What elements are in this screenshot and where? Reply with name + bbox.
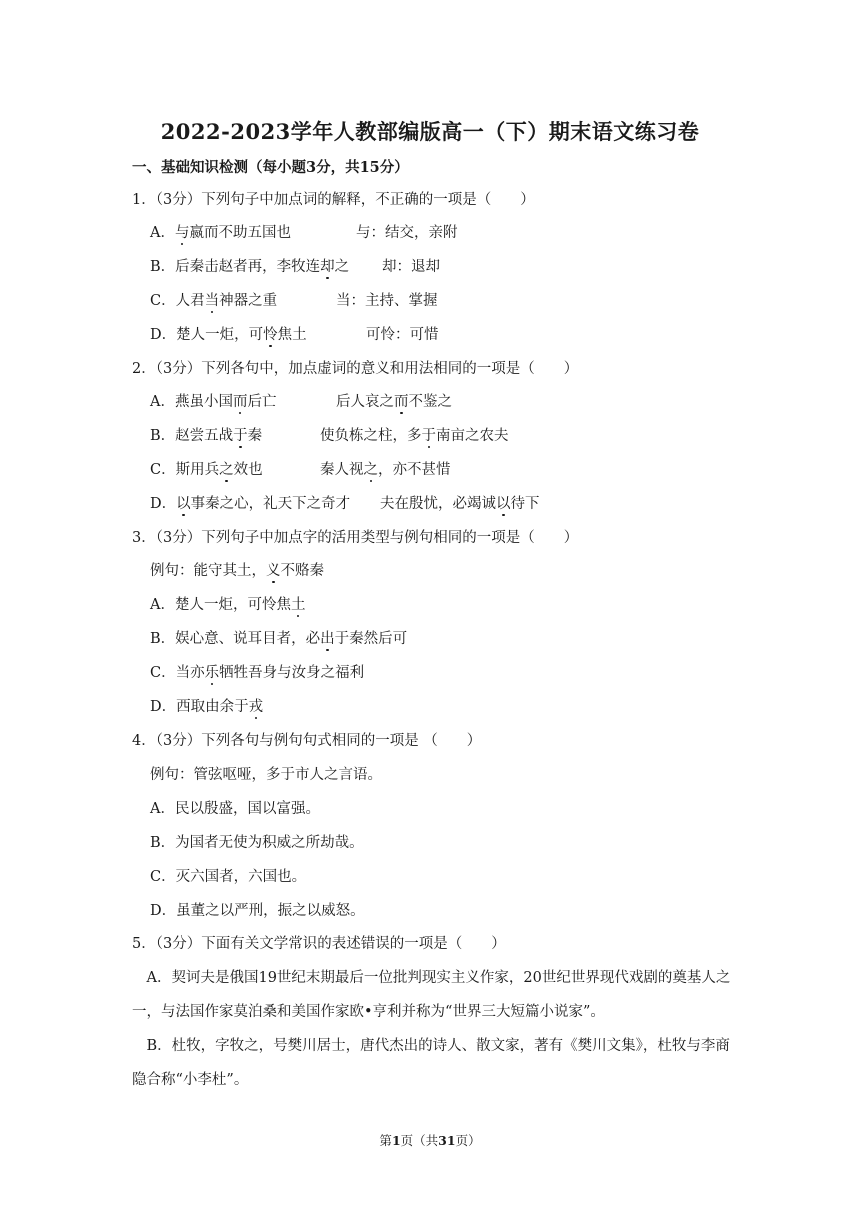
- question-4-stem: 4．（3分）下列各句与例句句式相同的一项是 （ ）: [132, 733, 482, 749]
- question-3-option-d: D．西取由余于戎: [150, 699, 264, 715]
- question-2-option-a: A．燕虽小国而后亡 后人哀之而不鉴之: [150, 394, 452, 410]
- question-4-option-d: D．虽董之以严刑，振之以威怒。: [150, 903, 365, 919]
- page-footer: 第1页（共31页）: [379, 1133, 481, 1148]
- emphasis-char: 以: [496, 496, 511, 512]
- emphasis-char: 义: [266, 563, 281, 579]
- question-4-option-a: A．民以殷盛，国以富强。: [150, 801, 320, 817]
- question-2-option-c: C．斯用兵之效也 秦人视之，亦不甚惜: [150, 462, 451, 478]
- question-2-option-b: B．赵尝五战于秦 使负栋之柱，多于南亩之农夫: [150, 428, 509, 444]
- question-2-option-d: D．以事秦之心，礼天下之奇才 夫在殷忧，必竭诚以待下: [150, 496, 540, 512]
- emphasis-char: 戎: [248, 699, 264, 715]
- question-4-option-b: B．为国者无使为积威之所劫哉。: [150, 835, 364, 851]
- emphasis-char: 之: [219, 462, 234, 478]
- emphasis-char: 怜: [263, 327, 278, 343]
- emphasis-char: 而: [232, 394, 248, 410]
- question-1-option-d: D．楚人一炬，可怜焦土 可怜：可惜: [150, 327, 439, 343]
- emphasis-char: 出: [320, 631, 335, 647]
- emphasis-char: 之: [363, 462, 378, 478]
- question-1-option-a: A．与嬴而不助五国也 与：结交，亲附: [150, 225, 458, 241]
- question-5-stem: 5．（3分）下面有关文学常识的表述错误的一项是（ ）: [132, 936, 506, 952]
- total-pages: 31: [438, 1133, 456, 1148]
- question-3-stem: 3．（3分）下列句子中加点字的活用类型与例句相同的一项是（ ）: [132, 530, 579, 546]
- question-3-option-a: A．楚人一炬，可怜焦土: [150, 597, 306, 613]
- emphasis-char: 与: [174, 225, 190, 241]
- emphasis-char: 于: [421, 428, 436, 444]
- emphasis-char: 乐: [204, 665, 220, 681]
- question-3-option-b: B．娱心意、说耳目者，必出于秦然后可: [150, 631, 408, 647]
- question-1-option-c: C．人君当神器之重 当：主持、掌握: [150, 293, 438, 309]
- emphasis-char: 于: [233, 428, 248, 444]
- question-5-option-b: B．杜牧，字牧之，号樊川居士，唐代杰出的诗人、散文家，著有《樊川文集》，杜牧与李商隐合称“小李杜”。: [132, 1038, 730, 1088]
- question-4-option-c: C．灭六国者，六国也。: [150, 869, 307, 885]
- emphasis-char: 当: [204, 293, 220, 309]
- current-page-number: 1: [391, 1133, 401, 1148]
- document-title: 2022-2023学年人教部编版高一（下）期末语文练习卷: [160, 119, 700, 144]
- question-1-option-b: B．后秦击赵者再，李牧连却之 却：退却: [150, 259, 440, 275]
- question-1-stem: 1．（3分）下列句子中加点词的解释，不正确的一项是（ ）: [132, 192, 535, 208]
- emphasis-char: 而: [394, 394, 409, 410]
- emphasis-char: 土: [290, 597, 306, 613]
- question-3-option-c: C．当亦乐牺牲吾身与汝身之福利: [150, 665, 365, 681]
- question-5-option-a: A．契诃夫是俄国19世纪末期最后一位批判现实主义作家，20世纪世界现代戏剧的奠基人之一，与法国作家莫泊桑和美国作家欧•亨利并称为“世界三大短篇小说家”。: [132, 970, 731, 1020]
- emphasis-char: 以: [176, 496, 191, 512]
- question-2-stem: 2．（3分）下列各句中，加点虚词的意义和用法相同的一项是（ ）: [132, 361, 579, 377]
- question-3-example: 例句：能守其土，义不赂秦: [150, 563, 324, 579]
- emphasis-char: 却: [320, 259, 335, 275]
- section-heading: 一、基础知识检测（每小题3分，共15分）: [132, 159, 409, 176]
- question-4-example: 例句：管弦呕哑，多于市人之言语。: [150, 767, 382, 783]
